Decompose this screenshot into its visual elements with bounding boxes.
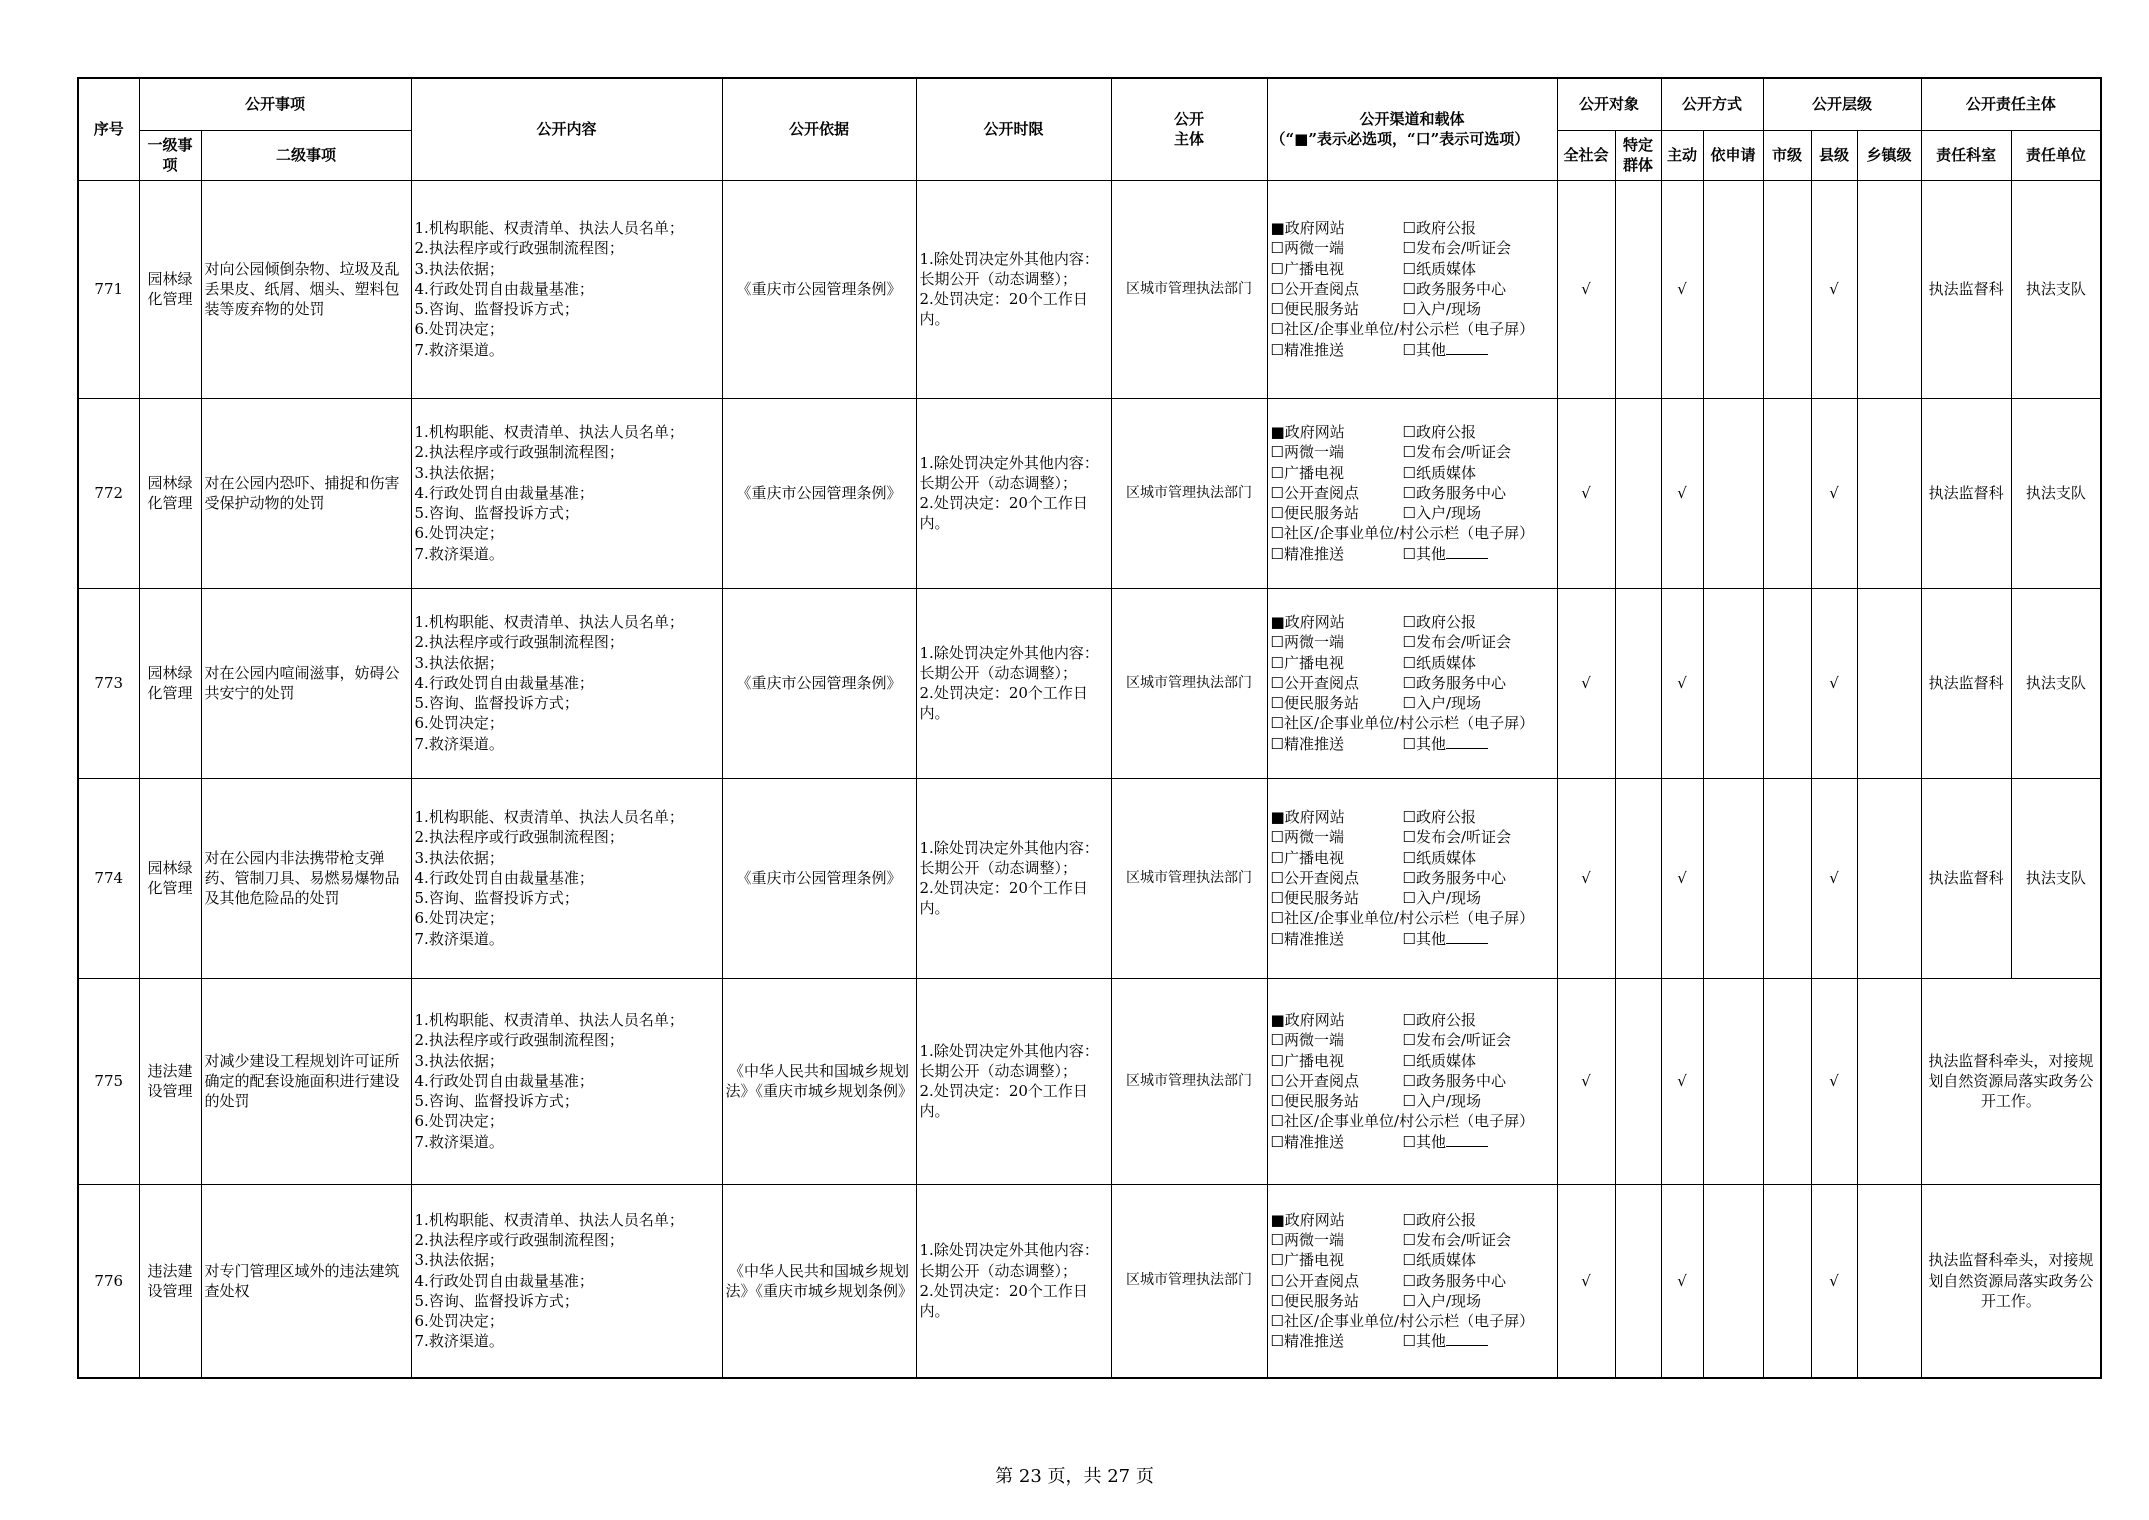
check-target-special [1615,978,1661,1184]
row-time-limit: 1.除处罚决定外其他内容：长期公开（动态调整）； 2.处罚决定：20个工作日内。 [916,778,1111,978]
check-target-special [1615,398,1661,588]
row-resp-merged: 执法监督科牵头，对接规划自然资源局落实政务公开工作。 [1921,1184,2101,1378]
check-target-all: √ [1557,978,1615,1184]
content-line: 2.执法程序或行政强制流程图； [414,633,624,652]
channel-option: ☐政务服务中心 [1402,279,1506,298]
content-line: 7.救济渠道。 [414,1332,504,1351]
row-content [411,588,722,778]
channel-option: ☐便民服务站 [1270,1092,1359,1111]
check-method-apply [1703,180,1763,398]
content-line: 7.救济渠道。 [414,929,504,948]
header-target-special: 特定群体 [1615,130,1661,180]
header-item-group: 公开事项 [139,78,411,130]
check-target-special [1615,588,1661,778]
channel-option: ☐公开查阅点 [1270,868,1359,887]
row-resp-unit: 执法支队 [2011,180,2101,398]
header-method-group: 公开方式 [1661,78,1763,130]
header-target-group: 公开对象 [1557,78,1661,130]
channel-option: ■政府网站 [1270,423,1345,442]
row-subject: 区城市管理执法部门 [1111,398,1267,588]
row-time-limit: 1.除处罚决定外其他内容：长期公开（动态调整）； 2.处罚决定：20个工作日内。 [916,180,1111,398]
channel-option: ☐入户/现场 [1402,694,1482,713]
row-content [411,978,722,1184]
content-line: 7.救济渠道。 [414,734,504,753]
row-time-limit: 1.除处罚决定外其他内容：长期公开（动态调整）； 2.处罚决定：20个工作日内。 [916,978,1111,1184]
channel-option: ■政府网站 [1270,808,1345,827]
channel-option: ■政府网站 [1270,219,1345,238]
row-basis: 《重庆市公园管理条例》 [722,398,916,588]
row-content [411,1184,722,1378]
check-target-special [1615,1184,1661,1378]
channel-option: ☐公开查阅点 [1270,673,1359,692]
row-time-limit: 1.除处罚决定外其他内容：长期公开（动态调整）； 2.处罚决定：20个工作日内。 [916,588,1111,778]
check-target-all: √ [1557,778,1615,978]
header-resp-unit: 责任单位 [2011,130,2101,180]
header-subject: 公开主体 [1111,78,1267,180]
channel-option: ☐政务服务中心 [1402,1271,1506,1290]
content-line: 1.机构职能、权责清单、执法人员名单； [414,808,684,827]
row-level1: 违法建设管理 [139,1184,201,1378]
row-level2: 对减少建设工程规划许可证所确定的配套设施面积进行建设的处罚 [201,978,411,1184]
channel-option: ☐纸质媒体 [1402,1251,1476,1270]
content-line: 3.执法依据； [414,259,504,278]
row-level1: 园林绿化管理 [139,180,201,398]
channel-option: ☐政务服务中心 [1402,483,1506,502]
channel-option: ☐公开查阅点 [1270,483,1359,502]
content-line: 5.咨询、监督投诉方式； [414,1092,579,1111]
header-method-active: 主动 [1661,130,1703,180]
content-line: 4.行政处罚自由裁量基准； [414,483,594,502]
channel-option: ☐便民服务站 [1270,504,1359,523]
channel-option: ☐其他 [1403,734,1488,754]
check-method-active: √ [1661,778,1703,978]
channel-option: ☐社区/企事业单位/村公示栏（电子屏） [1270,714,1535,733]
channel-option: ☐便民服务站 [1270,300,1359,319]
header-level-town: 乡镇级 [1857,130,1921,180]
content-line: 6.处罚决定； [414,320,504,339]
channel-option: ☐入户/现场 [1402,504,1482,523]
row-content [411,778,722,978]
row-level2: 对在公园内非法携带枪支弹药、管制刀具、易燃易爆物品及其他危险品的处罚 [201,778,411,978]
channel-option: ☐精准推送 [1270,1332,1344,1351]
row-seq: 774 [78,778,139,978]
channel-option: ☐入户/现场 [1402,1092,1482,1111]
check-level-county: √ [1811,978,1857,1184]
row-content [411,398,722,588]
channel-option: ☐纸质媒体 [1402,848,1476,867]
header-level-city: 市级 [1763,130,1811,180]
row-level1: 园林绿化管理 [139,778,201,978]
page-footer: 第 23 页，共 27 页 [995,1466,1154,1487]
check-level-city [1763,978,1811,1184]
channel-option: ☐其他 [1403,1331,1488,1351]
check-method-active: √ [1661,398,1703,588]
check-level-county: √ [1811,778,1857,978]
row-time-limit: 1.除处罚决定外其他内容：长期公开（动态调整）； 2.处罚决定：20个工作日内。 [916,1184,1111,1378]
content-line: 2.执法程序或行政强制流程图； [414,1031,624,1050]
channel-option: ☐便民服务站 [1270,889,1359,908]
channel-option: ☐两微一端 [1270,633,1344,652]
check-level-county: √ [1811,398,1857,588]
table-row [78,180,2101,398]
check-level-city [1763,778,1811,978]
channel-option: ☐入户/现场 [1402,300,1482,319]
row-channels [1267,978,1557,1184]
channel-option: ☐纸质媒体 [1402,259,1476,278]
content-line: 5.咨询、监督投诉方式； [414,504,579,523]
check-method-apply [1703,778,1763,978]
channel-option: ☐广播电视 [1270,463,1344,482]
channel-option: ☐广播电视 [1270,848,1344,867]
channel-option: ☐政府公报 [1402,613,1476,632]
channel-option: ☐两微一端 [1270,1031,1344,1050]
channel-option: ☐社区/企事业单位/村公示栏（电子屏） [1270,1312,1535,1331]
channel-option: ☐公开查阅点 [1270,1071,1359,1090]
row-level1: 园林绿化管理 [139,398,201,588]
row-channels [1267,1184,1557,1378]
content-line: 4.行政处罚自由裁量基准； [414,1071,594,1090]
header-level2: 二级事项 [201,130,411,180]
channel-option: ☐其他 [1403,929,1488,949]
row-level2: 对专门管理区域外的违法建筑查处权 [201,1184,411,1378]
header-time-limit: 公开时限 [916,78,1111,180]
channel-option: ☐精准推送 [1270,1132,1344,1151]
row-subject: 区城市管理执法部门 [1111,778,1267,978]
row-subject: 区城市管理执法部门 [1111,978,1267,1184]
channel-option: ☐广播电视 [1270,1051,1344,1070]
row-subject: 区城市管理执法部门 [1111,588,1267,778]
check-target-all: √ [1557,1184,1615,1378]
check-level-town [1857,778,1921,978]
row-resp-office: 执法监督科 [1921,180,2011,398]
channel-option: ☐公开查阅点 [1270,1271,1359,1290]
content-line: 6.处罚决定； [414,909,504,928]
check-level-city [1763,180,1811,398]
channel-option: ☐广播电视 [1270,653,1344,672]
channel-option: ☐两微一端 [1270,239,1344,258]
channel-option: ☐社区/企事业单位/村公示栏（电子屏） [1270,1112,1535,1131]
content-line: 6.处罚决定； [414,1312,504,1331]
check-method-apply [1703,1184,1763,1378]
check-level-town [1857,1184,1921,1378]
row-resp-unit: 执法支队 [2011,588,2101,778]
row-subject: 区城市管理执法部门 [1111,1184,1267,1378]
header-target-all: 全社会 [1557,130,1615,180]
channel-option: ☐政府公报 [1402,423,1476,442]
channel-option: ☐政府公报 [1402,1210,1476,1229]
row-seq: 776 [78,1184,139,1378]
header-channel-title: 公开渠道和载体 [1359,110,1465,128]
channel-option: ☐政府公报 [1402,808,1476,827]
row-seq: 771 [78,180,139,398]
row-seq: 775 [78,978,139,1184]
content-line: 4.行政处罚自由裁量基准； [414,1271,594,1290]
header-channel [1267,78,1557,180]
content-line: 3.执法依据； [414,848,504,867]
content-line: 7.救济渠道。 [414,544,504,563]
channel-option: ☐便民服务站 [1270,694,1359,713]
row-level2: 对在公园内恐吓、捕捉和伤害受保护动物的处罚 [201,398,411,588]
table-row [78,588,2101,778]
check-method-apply [1703,398,1763,588]
content-line: 4.行政处罚自由裁量基准； [414,279,594,298]
table-row [78,398,2101,588]
channel-option: ☐政务服务中心 [1402,673,1506,692]
row-level1: 园林绿化管理 [139,588,201,778]
check-level-city [1763,588,1811,778]
row-subject: 区城市管理执法部门 [1111,180,1267,398]
table-row [78,978,2101,1184]
content-line: 3.执法依据； [414,1251,504,1270]
check-level-city [1763,398,1811,588]
header-level-group: 公开层级 [1763,78,1921,130]
channel-option: ☐入户/现场 [1402,1291,1482,1310]
check-method-apply [1703,588,1763,778]
row-content [411,180,722,398]
row-resp-office: 执法监督科 [1921,778,2011,978]
channel-option: ☐精准推送 [1270,340,1344,359]
check-level-county: √ [1811,588,1857,778]
row-resp-unit: 执法支队 [2011,778,2101,978]
row-level2: 对在公园内喧闹滋事，妨碍公共安宁的处罚 [201,588,411,778]
content-line: 5.咨询、监督投诉方式； [414,694,579,713]
content-line: 1.机构职能、权责清单、执法人员名单； [414,1210,684,1229]
table-body [78,180,2101,1378]
row-level1: 违法建设管理 [139,978,201,1184]
channel-option: ☐便民服务站 [1270,1291,1359,1310]
channel-option: ☐政务服务中心 [1402,1071,1506,1090]
channel-option: ☐纸质媒体 [1402,1051,1476,1070]
row-basis: 《中华人民共和国城乡规划法》《重庆市城乡规划条例》 [722,1184,916,1378]
channel-option: ☐其他 [1403,544,1488,564]
channel-option: ☐政务服务中心 [1402,868,1506,887]
content-line: 1.机构职能、权责清单、执法人员名单； [414,423,684,442]
row-resp-office: 执法监督科 [1921,588,2011,778]
channel-option: ☐发布会/听证会 [1402,633,1512,652]
check-target-special [1615,180,1661,398]
row-seq: 773 [78,588,139,778]
content-line: 2.执法程序或行政强制流程图； [414,1231,624,1250]
check-level-town [1857,588,1921,778]
content-line: 1.机构职能、权责清单、执法人员名单； [414,219,684,238]
check-level-town [1857,180,1921,398]
channel-option: ☐社区/企事业单位/村公示栏（电子屏） [1270,524,1535,543]
row-basis: 《重庆市公园管理条例》 [722,588,916,778]
content-line: 3.执法依据； [414,653,504,672]
row-seq: 772 [78,398,139,588]
check-target-all: √ [1557,588,1615,778]
channel-option: ☐公开查阅点 [1270,279,1359,298]
header-method-apply: 依申请 [1703,130,1763,180]
header-content: 公开内容 [411,78,722,180]
content-line: 5.咨询、监督投诉方式； [414,300,579,319]
content-line: 7.救济渠道。 [414,1132,504,1151]
row-channels [1267,180,1557,398]
row-basis: 《重庆市公园管理条例》 [722,180,916,398]
row-channels [1267,588,1557,778]
row-channels [1267,778,1557,978]
content-line: 6.处罚决定； [414,524,504,543]
content-line: 3.执法依据； [414,1051,504,1070]
channel-option: ☐发布会/听证会 [1402,1031,1512,1050]
table-row [78,778,2101,978]
header-channel-note: （“■”表示必选项，“口”表示可选项） [1270,130,1530,149]
check-method-active: √ [1661,1184,1703,1378]
channel-option: ☐社区/企事业单位/村公示栏（电子屏） [1270,909,1535,928]
content-line: 4.行政处罚自由裁量基准； [414,673,594,692]
channel-option: ☐纸质媒体 [1402,653,1476,672]
header-resp-group: 公开责任主体 [1921,78,2101,130]
channel-option: ☐广播电视 [1270,259,1344,278]
content-line: 5.咨询、监督投诉方式； [414,1291,579,1310]
content-line: 2.执法程序或行政强制流程图； [414,828,624,847]
header-seq: 序号 [78,78,139,180]
channel-option: ☐两微一端 [1270,443,1344,462]
content-line: 1.机构职能、权责清单、执法人员名单； [414,1011,684,1030]
check-method-active: √ [1661,978,1703,1184]
channel-option: ☐精准推送 [1270,929,1344,948]
channel-option: ☐政府公报 [1402,219,1476,238]
channel-option: ☐精准推送 [1270,734,1344,753]
check-method-active: √ [1661,180,1703,398]
channel-option: ■政府网站 [1270,613,1345,632]
channel-option: ☐两微一端 [1270,1231,1344,1250]
row-time-limit: 1.除处罚决定外其他内容：长期公开（动态调整）； 2.处罚决定：20个工作日内。 [916,398,1111,588]
row-resp-unit: 执法支队 [2011,398,2101,588]
content-line: 2.执法程序或行政强制流程图； [414,239,624,258]
channel-option: ■政府网站 [1270,1210,1345,1229]
table-row [78,1184,2101,1378]
channel-option: ☐精准推送 [1270,544,1344,563]
row-basis: 《重庆市公园管理条例》 [722,778,916,978]
content-line: 6.处罚决定； [414,714,504,733]
header-resp-office: 责任科室 [1921,130,2011,180]
check-target-all: √ [1557,398,1615,588]
check-level-county: √ [1811,180,1857,398]
check-method-apply [1703,978,1763,1184]
row-channels [1267,398,1557,588]
check-level-town [1857,398,1921,588]
content-line: 1.机构职能、权责清单、执法人员名单； [414,613,684,632]
header-basis: 公开依据 [722,78,916,180]
check-method-active: √ [1661,588,1703,778]
channel-option: ☐两微一端 [1270,828,1344,847]
channel-option: ☐发布会/听证会 [1402,443,1512,462]
content-line: 6.处罚决定； [414,1112,504,1131]
check-level-town [1857,978,1921,1184]
check-target-all: √ [1557,180,1615,398]
channel-option: ☐入户/现场 [1402,889,1482,908]
channel-option: ☐发布会/听证会 [1402,239,1512,258]
content-line: 7.救济渠道。 [414,340,504,359]
check-level-county: √ [1811,1184,1857,1378]
channel-option: ☐政府公报 [1402,1011,1476,1030]
channel-option: ☐其他 [1403,340,1488,360]
check-level-city [1763,1184,1811,1378]
check-target-special [1615,778,1661,978]
row-basis: 《中华人民共和国城乡规划法》《重庆市城乡规划条例》 [722,978,916,1184]
row-resp-office: 执法监督科 [1921,398,2011,588]
disclosure-table [77,77,2102,1379]
channel-option: ■政府网站 [1270,1011,1345,1030]
channel-option: ☐广播电视 [1270,1251,1344,1270]
content-line: 2.执法程序或行政强制流程图； [414,443,624,462]
content-line: 3.执法依据； [414,463,504,482]
channel-option: ☐社区/企事业单位/村公示栏（电子屏） [1270,320,1535,339]
content-line: 4.行政处罚自由裁量基准； [414,868,594,887]
row-level2: 对向公园倾倒杂物、垃圾及乱丢果皮、纸屑、烟头、塑料包装等废弃物的处罚 [201,180,411,398]
row-resp-merged: 执法监督科牵头，对接规划自然资源局落实政务公开工作。 [1921,978,2101,1184]
channel-option: ☐其他 [1403,1132,1488,1152]
channel-option: ☐纸质媒体 [1402,463,1476,482]
channel-option: ☐发布会/听证会 [1402,1231,1512,1250]
header-level1: 一级事项 [139,130,201,180]
channel-option: ☐发布会/听证会 [1402,828,1512,847]
content-line: 5.咨询、监督投诉方式； [414,889,579,908]
header-level-county: 县级 [1811,130,1857,180]
